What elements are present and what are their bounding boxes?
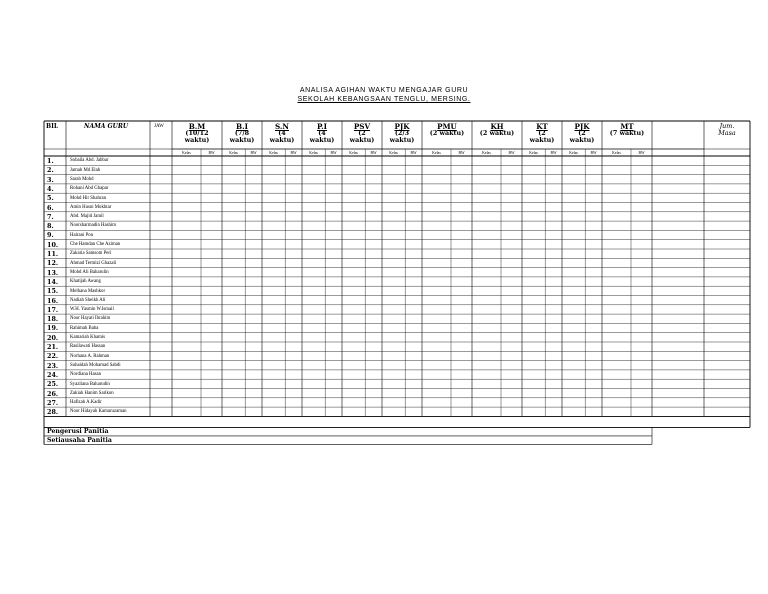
row-number: 17. <box>47 305 59 314</box>
subject-header <box>172 123 222 144</box>
subheader-kelas: Kelas <box>182 150 191 155</box>
teacher-name: Nordiana Hasan <box>70 372 102 378</box>
subject-code: PJK <box>394 122 410 131</box>
header-nama-guru: NAMA GURU <box>84 123 129 130</box>
subject-note: (2/3 waktu) <box>389 129 415 144</box>
footer-setiausaha: Setiausaha Panitia <box>47 436 112 444</box>
teacher-name: Che Hamdan Che Aziman <box>70 242 121 247</box>
teacher-name: Jamah Md Elah <box>70 167 101 173</box>
teacher-name: Hafizah A.Kadir <box>70 400 102 406</box>
subject-code: PJK <box>574 122 590 131</box>
subject-note: (10/12 waktu) <box>184 129 210 144</box>
row-number: 1. <box>47 157 54 165</box>
subject-header <box>472 123 522 137</box>
subject-header <box>382 123 422 144</box>
teacher-name: Ahmad Termizi Ghazali <box>70 260 117 266</box>
subheader-kelas: Kelas <box>432 150 441 155</box>
subheader-kelas: Kelas <box>229 150 238 155</box>
teacher-name: Nadiah Sheikh Ali <box>70 297 106 303</box>
row-number: 5. <box>47 194 54 203</box>
row-number: 3. <box>47 175 54 184</box>
subject-note: (2 waktu) <box>529 129 555 144</box>
subheader-kelas: Kelas <box>389 150 398 155</box>
subject-code: KH <box>490 122 504 131</box>
teacher-name: Hairani Pon <box>70 232 94 238</box>
teacher-name: Abd. Majid Jamil <box>70 214 104 220</box>
subject-note: (2 waktu) <box>429 129 465 137</box>
row-number: 26. <box>47 389 59 398</box>
subject-header <box>302 123 342 144</box>
row-number: 2. <box>47 166 54 175</box>
subject-code: MT <box>620 122 634 131</box>
subheader-kelas: Kelas <box>569 150 578 155</box>
subject-code: PMU <box>437 122 457 131</box>
teacher-name: Zakiah Hanim Sarikon <box>70 390 114 396</box>
subject-code: P.I <box>316 122 328 131</box>
row-number: 16. <box>47 296 59 305</box>
subject-header <box>262 123 302 144</box>
teacher-name: W.H. Yasmin W.Ismail <box>70 307 114 313</box>
footer-pengerusi: Pengerusi Panitia <box>47 428 109 436</box>
row-number: 25. <box>47 380 59 389</box>
subheader-kelas: Kelas <box>482 150 491 155</box>
row-number: 28. <box>47 408 59 417</box>
subheader-bw: BW <box>208 150 215 155</box>
row-number: 13. <box>47 268 59 277</box>
teacher-name: Amin Husni Mokhtar <box>70 204 112 210</box>
subheader-bw: BW <box>290 150 297 155</box>
subject-note: (4 waktu) <box>309 129 335 144</box>
teacher-name: Melhana Mashkor <box>70 288 106 294</box>
subheader-bw: BW <box>370 150 377 155</box>
subject-note: (2 waktu) <box>479 129 515 137</box>
subject-code: S.N <box>274 122 289 131</box>
row-number: 6. <box>47 203 54 212</box>
row-number: 27. <box>47 398 59 407</box>
row-number: 24. <box>47 370 59 379</box>
row-number: 11. <box>47 250 59 258</box>
row-number: 22. <box>47 352 59 361</box>
row-number: 18. <box>47 315 59 324</box>
subheader-kelas: Kelas <box>529 150 538 155</box>
subheader-bw: BW <box>550 150 557 155</box>
document-title: ANALISA AGIHAN WAKTU MENGAJAR GURU <box>299 87 469 94</box>
header-jum-masa: Jum. Masa <box>718 122 736 137</box>
teacher-name: Mohd Ali Baharulin <box>70 269 109 275</box>
teacher-name: Norhana A. Rahman <box>70 353 110 359</box>
subject-code: B.M <box>188 122 206 131</box>
subject-header <box>522 123 562 144</box>
row-number: 19. <box>47 324 59 333</box>
subject-note: (2 waktu) <box>569 129 595 144</box>
subheader-kelas: Kelas <box>349 150 358 155</box>
subject-note: (2 waktu) <box>349 129 375 144</box>
subheader-bw: BW <box>508 150 515 155</box>
teacher-name: Zakaria Samsom Peri <box>70 251 112 257</box>
subheader-kelas: Kelas <box>269 150 278 155</box>
header-bil: BIL <box>46 123 59 130</box>
header-jaw: JAW <box>154 124 164 129</box>
subheader-bw: BW <box>330 150 337 155</box>
row-number: 21. <box>47 343 59 351</box>
subject-header <box>602 123 652 137</box>
teacher-name: Rasilawati Hassan <box>70 344 106 350</box>
subject-header <box>222 123 262 144</box>
subheader-bw: BW <box>250 150 257 155</box>
subheader-bw: BW <box>590 150 597 155</box>
subject-header <box>342 123 382 144</box>
teacher-name: Suhaidah Mohamad Sabdi <box>70 362 121 368</box>
subheader-bw: BW <box>638 150 645 155</box>
row-number: 23. <box>47 361 59 370</box>
subject-note: (7/8 waktu) <box>229 129 255 144</box>
row-number: 12. <box>47 259 59 268</box>
row-number: 9. <box>47 231 54 240</box>
subject-note: (7 waktu) <box>609 129 645 137</box>
subheader-kelas: Kelas <box>309 150 318 155</box>
document-subtitle: SEKOLAH KEBANGSAAN TENGLU, MERSING. <box>297 96 471 103</box>
teacher-name: Sarah Mohd <box>70 176 94 182</box>
teacher-name: Rohani Abd Ghapar <box>70 186 109 192</box>
subject-note: (4 waktu) <box>269 129 295 144</box>
teacher-name: Noor Hayati Ibrahim <box>70 316 111 322</box>
row-number: 15. <box>47 287 59 296</box>
teacher-name: Rahimah Baba <box>70 325 99 331</box>
teacher-name: Kamariah Khamis <box>70 335 106 340</box>
row-number: 8. <box>47 222 54 231</box>
subheader-bw: BW <box>458 150 465 155</box>
teacher-name: Syazliana Baharudin <box>70 381 110 387</box>
subject-code: PSV <box>353 122 371 131</box>
subject-header <box>562 123 602 144</box>
row-number: 4. <box>47 184 54 193</box>
subheader-bw: BW <box>410 150 417 155</box>
row-number: 7. <box>47 212 54 221</box>
subject-code: B.I <box>236 122 248 131</box>
row-number: 20. <box>47 333 59 342</box>
teacher-name: Khatijah Awang <box>70 279 101 285</box>
row-number: 10. <box>47 240 59 249</box>
teacher-name: Mohd Hir Shahran <box>70 195 106 201</box>
teacher-name: Noor Hidayah Kamaruzaman <box>70 409 127 415</box>
subheader-kelas: Kelas <box>612 150 621 155</box>
subject-header <box>422 123 472 137</box>
teacher-name: Noorsharmadin Hashim <box>70 223 116 229</box>
teacher-name: Sobaila Abd. Jabbar <box>70 158 109 164</box>
subject-code: KT <box>536 122 548 131</box>
row-number: 14. <box>47 277 59 286</box>
